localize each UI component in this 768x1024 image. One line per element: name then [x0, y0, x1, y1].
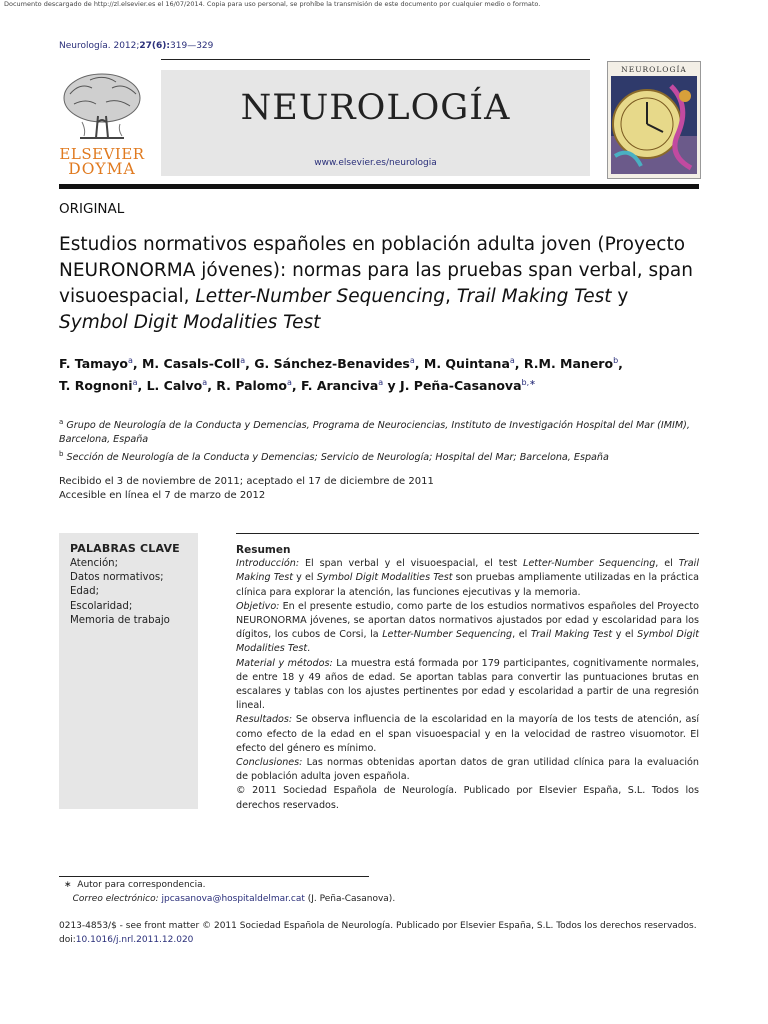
journal-url[interactable]: www.elsevier.es/neurologia [314, 158, 437, 168]
keyword: Atención; [70, 558, 119, 569]
header-thick-rule [59, 184, 699, 189]
footnote-rule [59, 876, 369, 877]
doi-link[interactable]: 10.1016/j.nrl.2011.12.020 [75, 934, 194, 945]
keywords-box [59, 533, 198, 809]
journal-banner [161, 70, 590, 176]
publisher-name-line1: ELSEVIER [59, 145, 145, 163]
journal-cover [607, 61, 701, 179]
abstract-results: Resultados: Se observa influencia de la escolaridad en la mayoría de los tests de atención, así como efecto de la edad en el span visuoespacial y en la velocidad de rastreo visuomotor. El efecto del género es mínimo. [236, 714, 699, 754]
keywords-list [70, 557, 170, 628]
issn-line: 0213-4853/$ - see front matter © 2011 Sociedad Española de Neurología. Publicado por Elsevier España, S.L. Todos los derechos reservados. doi:10.1016/j.nrl.2011.12.020 [59, 921, 697, 945]
keywords-heading: PALABRAS CLAVE [70, 542, 180, 555]
affiliation-a: $^a$ Grupo de Neurología de la Conducta y Demencias, Programa de Neurociencias, Instituto de Investigación Hospital del Mar (IMIM), Barcelona, España [59, 418, 690, 446]
cover-title: NEUROLOGÍA [621, 65, 687, 74]
elsevier-tree-icon [60, 72, 144, 144]
abstract [236, 543, 699, 813]
abstract-methods: Material y métodos: La muestra está formada por 179 participantes, cognitivamente normales, de entre 18 y 49 años de edad. Se aportan tablas para convertir las puntuaciones brutas en escalares y tablas con los ajustes pertinentes por edad y escolaridad a partir de una regresión lineal. [236, 657, 699, 712]
keyword: Edad; [70, 586, 100, 598]
online-date: Accesible en línea el 7 de marzo de 2012 [59, 490, 266, 501]
article-dates [59, 475, 434, 503]
section-label: ORIGINAL [59, 201, 125, 217]
affiliation-b: $^b$ Sección de Neurología de la Conducta y Demencias; Servicio de Neurología; Hospital del Mar; Barcelona, España [59, 450, 609, 464]
header-rule [161, 59, 590, 60]
abstract-introduction: Introducción: El span verbal y el visuoespacial, el test Letter-Number Sequencing, el Trail Making Test y el Symbol Digit Modalities Test son pruebas ampliamente utilizadas en la práctica clínica para explorar la atención, las funciones ejecutivas y la memoria. [236, 558, 699, 598]
affiliations [59, 415, 699, 465]
keyword: Escolaridad; [70, 600, 133, 612]
citation-pages: 319—329 [170, 41, 214, 51]
abstract-conclusions: Conclusiones: Las normas obtenidas aportan datos de gran utilidad clínica para la evaluación de población adulta joven española. [236, 757, 699, 783]
citation-journal: Neurología. [59, 41, 111, 51]
article-title: Estudios normativos españoles en población adulta joven (Proyecto NEURONORMA jóvenes): normas para las pruebas span verbal, span visuoespacial, Letter-Number Sequencing, Trail Making Test y Symbol Digit Modalities Test [59, 234, 693, 333]
citation-volume: 27(6): [139, 41, 171, 51]
author-list: F. Tamayo$^a$, M. Casals-Coll$^a$, G. Sánchez-Benavides$^a$, M. Quintana$^a$, R.M. Manero$^b$, T. Rognoni$^a$, L. Calvo$^a$, R. Palomo$^a$, F. Aranciva$^a$ y J. Peña-Casanova$^{b,∗}$ [59, 356, 623, 394]
journal-name: NEUROLOGÍA [240, 88, 511, 128]
abstract-heading: Resumen [236, 544, 291, 556]
corresponding-author-note: ∗ Autor para correspondencia. Correo electrónico: jpcasanova@hospitaldelmar.cat (J. Peña-Casanova). [64, 880, 396, 904]
email-link[interactable]: jpcasanova@hospitaldelmar.cat [161, 893, 305, 904]
keyword: Memoria de trabajo [70, 614, 170, 626]
download-note: Documento descargado de http://zl.elsevier.es el 16/07/2014. Copia para uso personal, se prohíbe la transmisión de este documento por cualquier medio o formato. [4, 0, 541, 8]
received-date: Recibido el 3 de noviembre de 2011; aceptado el 17 de diciembre de 2011 [59, 476, 434, 487]
citation [59, 41, 213, 51]
publisher-logo [58, 72, 146, 178]
keyword: Datos normativos; [70, 572, 164, 584]
cover-clock-image [611, 76, 697, 174]
abstract-rule [236, 533, 699, 534]
abstract-copyright: © 2011 Sociedad Española de Neurología. Publicado por Elsevier España, S.L. Todos los derechos reservados. [236, 785, 699, 811]
publisher-name-line2: DOYMA [68, 160, 136, 178]
abstract-objective: Objetivo: En el presente estudio, como parte de los estudios normativos españoles del Proyecto NEURONORMA jóvenes, se aportan datos normativos ajustados por edad y escolaridad para los dígitos, los cubos de Corsi, la Letter-Number Sequencing, el Trail Making Test y el Symbol Digit Modalities Test. [236, 600, 699, 655]
citation-year: 2012; [113, 41, 140, 51]
